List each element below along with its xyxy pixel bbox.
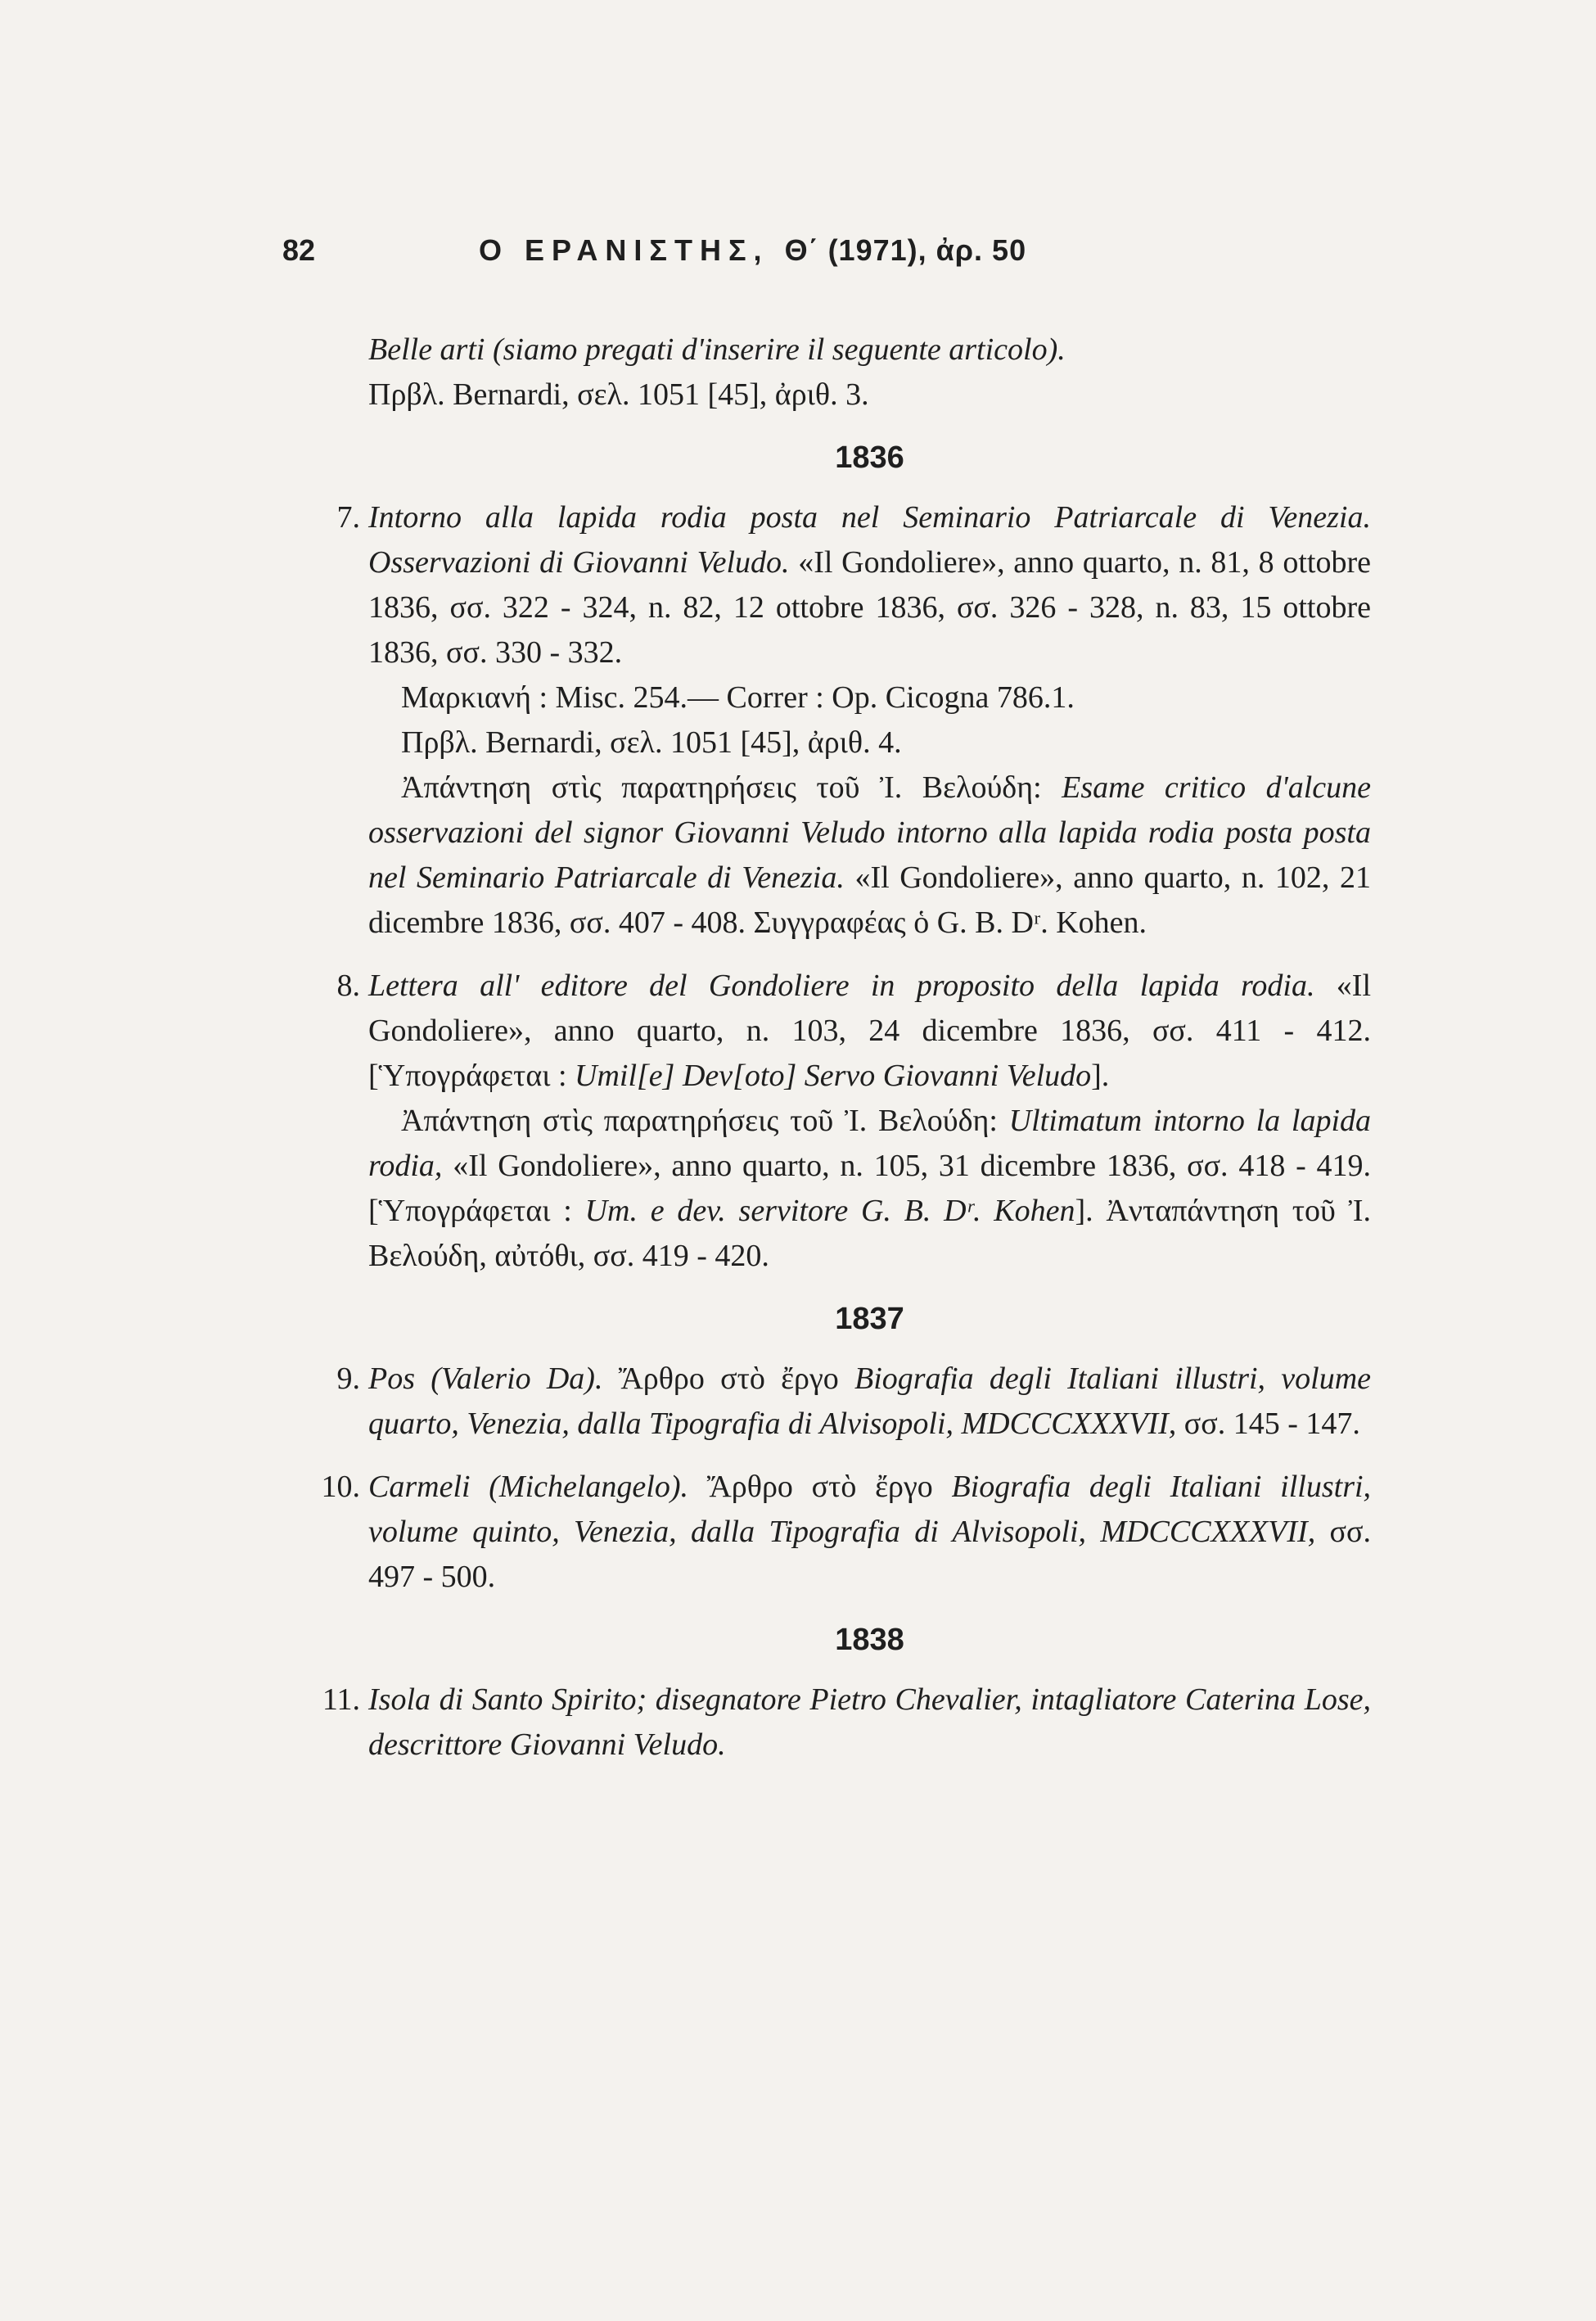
entry-7-ref: Πρβλ. Bernardi, σελ. 1051 [45], ἀριθ. 4. [401,725,902,760]
page-number: 82 [282,233,316,267]
entry-7-main: Intorno alla lapida rodia posta nel Seminario Patriarcale di Venezia. Osservazioni di Giovanni Veludo. «Il Gondoliere», anno quarto, n. 81, 8 ottobre 1836, σσ. 322 - 324, n. 82, 12 ottobre 1836, σσ. 326 - 328, n. 83, 15 ottobre 1836, σσ. 330 - 332. [368,500,1371,670]
entry-9-main: Pos (Valerio Da). Ἄρθρο στὸ ἔργο Biografia degli Italiani illustri, volume quarto, Venezia, dalla Tipografia di Alvisopoli, MDCCCXXXVII, σσ. 145 - 147. [368,1361,1372,1441]
journal-title: Ο ΕΡΑΝΙΣΤΗΣ, Θ΄ (1971), ἀρ. 50 [479,233,1027,267]
entry-8 [303,964,1371,1279]
entry-8-reply: Ἀπάντηση στὶς παρατηρήσεις τοῦ Ἰ. Βελούδη: Ultimatum intorno la lapida rodia, «Il Gondoliere», anno quarto, n. 105, 31 dicembre 1836, σσ. 418 - 419. [Ὑπογράφεται : Um. e dev. servitore G. B. Dʳ. Kohen]. Ἀνταπάντηση τοῦ Ἰ. Βελούδη, αὐτόθι, σσ. 419 - 420. [368,1104,1372,1273]
entry-number: 11. [322,1682,360,1717]
entry-11-main: Isola di Santo Spirito; disegnatore Pietro Chevalier, intagliatore Caterina Lose, descrittore Giovanni Veludo. [368,1682,1371,1762]
entry-9 [303,1357,1371,1447]
entry-number: 9. [336,1361,360,1396]
running-header [282,233,1183,282]
intro-title: Belle arti (siamo pregati d'inserire il seguente articolo). [368,332,1066,367]
entry-7 [303,495,1371,946]
entry-10-main: Carmeli (Michelangelo). Ἄρθρο στὸ ἔργο Biografia degli Italiani illustri, volume quinto, Venezia, dalla Tipografia di Alvisopoli, MDCCCXXXVII, σσ. 497 - 500. [368,1470,1372,1594]
entry-11 [303,1678,1371,1768]
entry-8-main: Lettera all' editore del Gondoliere in proposito della lapida rodia. «Il Gondoliere», anno quarto, n. 103, 24 dicembre 1836, σσ. 411 - 412. [Ὑπογράφεται : Umil[e] Dev[oto] Servo Giovanni Veludo]. [368,969,1372,1093]
intro-ref: Πρβλ. Bernardi, σελ. 1051 [45], ἀριθ. 3. [368,377,869,412]
year-heading-1838: 1838 [835,1623,904,1657]
entry-7-library: Μαρκιανή : Misc. 254.— Correr : Op. Cicogna 786.1. [401,680,1075,715]
year-heading-1837: 1837 [835,1302,904,1336]
intro-block [303,327,1371,418]
entry-number: 10. [321,1470,360,1504]
volume-year-issue: Θ΄ (1971), ἀρ. 50 [784,233,1027,267]
entry-10 [303,1465,1371,1600]
bibliography-content [303,327,1371,1768]
year-heading-1836: 1836 [835,440,904,475]
entry-7-reply: Ἀπάντηση στὶς παρατηρήσεις τοῦ Ἰ. Βελούδη: Esame critico d'alcune osservazioni del signor Giovanni Veludo intorno alla lapida rodia posta posta nel Seminario Patriarcale di Venezia. «Il Gondoliere», anno quarto, n. 102, 21 dicembre 1836, σσ. 407 - 408. Συγγραφέας ὁ G. B. Dʳ. Kohen. [368,770,1372,940]
entry-number: 7. [336,500,360,535]
entry-number: 8. [336,969,360,1003]
